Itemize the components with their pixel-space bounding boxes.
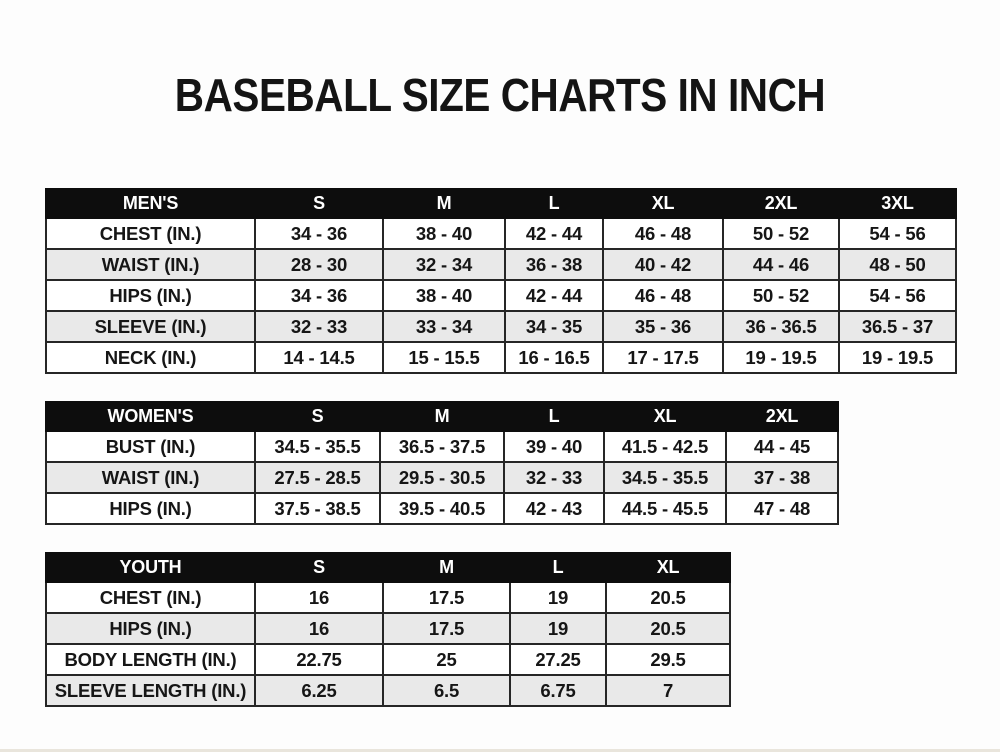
size-column-header: 3XL [839,189,956,218]
size-value-cell: 40 - 42 [603,249,723,280]
size-value-cell: 44.5 - 45.5 [604,493,726,524]
measurement-label-cell: WAIST (IN.) [46,249,255,280]
size-value-cell: 6.75 [510,675,606,706]
table-title-cell: MEN'S [46,189,255,218]
size-value-cell: 27.5 - 28.5 [255,462,380,493]
table-title-cell: YOUTH [46,553,255,582]
measurement-label-cell: HIPS (IN.) [46,613,255,644]
measurement-label-cell: SLEEVE (IN.) [46,311,255,342]
size-value-cell: 19 - 19.5 [723,342,839,373]
measurement-label-cell: SLEEVE LENGTH (IN.) [46,675,255,706]
size-value-cell: 32 - 34 [383,249,505,280]
size-value-cell: 38 - 40 [383,280,505,311]
measurement-row [46,249,956,280]
measurement-label-cell: HIPS (IN.) [46,493,255,524]
size-header-row [46,553,730,582]
measurement-label-cell: BUST (IN.) [46,431,255,462]
measurement-label-cell: WAIST (IN.) [46,462,255,493]
size-column-header: S [255,402,380,431]
size-column-header: S [255,189,383,218]
size-value-cell: 48 - 50 [839,249,956,280]
mens-size-table [45,188,957,374]
size-column-header: XL [606,553,730,582]
measurement-row [46,431,838,462]
measurement-label-cell: CHEST (IN.) [46,582,255,613]
size-column-header: M [383,189,505,218]
measurement-row [46,342,956,373]
size-value-cell: 14 - 14.5 [255,342,383,373]
size-value-cell: 42 - 44 [505,218,603,249]
size-value-cell: 36.5 - 37 [839,311,956,342]
size-value-cell: 50 - 52 [723,218,839,249]
size-value-cell: 32 - 33 [255,311,383,342]
measurement-row [46,613,730,644]
size-column-header: M [380,402,504,431]
size-value-cell: 46 - 48 [603,218,723,249]
youth-size-table [45,552,731,707]
size-value-cell: 42 - 44 [505,280,603,311]
size-column-header: 2XL [723,189,839,218]
size-column-header: XL [603,189,723,218]
measurement-row [46,311,956,342]
size-value-cell: 50 - 52 [723,280,839,311]
size-value-cell: 32 - 33 [504,462,604,493]
measurement-row [46,644,730,675]
size-column-header: 2XL [726,402,838,431]
size-value-cell: 19 - 19.5 [839,342,956,373]
size-value-cell: 29.5 [606,644,730,675]
size-header-row [46,189,956,218]
size-value-cell: 6.25 [255,675,383,706]
size-value-cell: 36 - 38 [505,249,603,280]
size-value-cell: 34 - 35 [505,311,603,342]
size-value-cell: 29.5 - 30.5 [380,462,504,493]
size-value-cell: 35 - 36 [603,311,723,342]
measurement-row [46,493,838,524]
size-value-cell: 38 - 40 [383,218,505,249]
womens-size-table [45,401,839,525]
size-column-header: M [383,553,510,582]
size-value-cell: 19 [510,613,606,644]
size-value-cell: 22.75 [255,644,383,675]
size-value-cell: 44 - 46 [723,249,839,280]
size-value-cell: 34 - 36 [255,280,383,311]
size-value-cell: 7 [606,675,730,706]
size-value-cell: 47 - 48 [726,493,838,524]
size-value-cell: 34.5 - 35.5 [604,462,726,493]
size-value-cell: 41.5 - 42.5 [604,431,726,462]
measurement-label-cell: HIPS (IN.) [46,280,255,311]
size-column-header: L [505,189,603,218]
size-value-cell: 37 - 38 [726,462,838,493]
size-value-cell: 6.5 [383,675,510,706]
size-value-cell: 36 - 36.5 [723,311,839,342]
size-value-cell: 39.5 - 40.5 [380,493,504,524]
size-value-cell: 54 - 56 [839,218,956,249]
size-value-cell: 46 - 48 [603,280,723,311]
size-column-header: L [510,553,606,582]
size-value-cell: 20.5 [606,582,730,613]
size-column-header: XL [604,402,726,431]
size-value-cell: 16 [255,582,383,613]
size-value-cell: 28 - 30 [255,249,383,280]
size-value-cell: 17.5 [383,613,510,644]
size-value-cell: 25 [383,644,510,675]
size-value-cell: 36.5 - 37.5 [380,431,504,462]
measurement-label-cell: NECK (IN.) [46,342,255,373]
size-value-cell: 16 - 16.5 [505,342,603,373]
measurement-label-cell: CHEST (IN.) [46,218,255,249]
size-value-cell: 16 [255,613,383,644]
table-title-cell: WOMEN'S [46,402,255,431]
size-column-header: S [255,553,383,582]
size-value-cell: 54 - 56 [839,280,956,311]
size-value-cell: 17 - 17.5 [603,342,723,373]
size-value-cell: 19 [510,582,606,613]
measurement-row [46,675,730,706]
size-value-cell: 42 - 43 [504,493,604,524]
measurement-row [46,280,956,311]
measurement-row [46,462,838,493]
size-value-cell: 39 - 40 [504,431,604,462]
size-value-cell: 15 - 15.5 [383,342,505,373]
measurement-row [46,582,730,613]
size-value-cell: 33 - 34 [383,311,505,342]
size-value-cell: 34.5 - 35.5 [255,431,380,462]
size-value-cell: 37.5 - 38.5 [255,493,380,524]
size-value-cell: 20.5 [606,613,730,644]
size-value-cell: 17.5 [383,582,510,613]
measurement-row [46,218,956,249]
size-column-header: L [504,402,604,431]
page-title: BASEBALL SIZE CHARTS IN INCH [174,69,826,121]
size-value-cell: 34 - 36 [255,218,383,249]
measurement-label-cell: BODY LENGTH (IN.) [46,644,255,675]
size-value-cell: 27.25 [510,644,606,675]
size-value-cell: 44 - 45 [726,431,838,462]
size-header-row [46,402,838,431]
